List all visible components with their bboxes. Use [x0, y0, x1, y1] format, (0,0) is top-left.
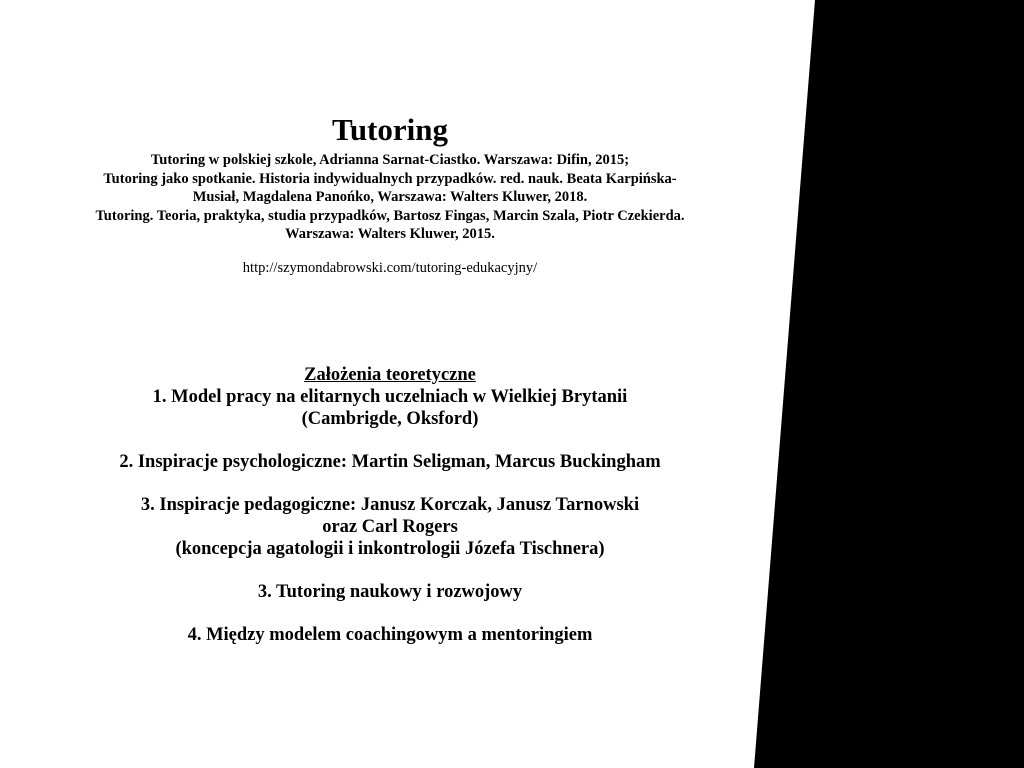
- assumption-line: 3. Tutoring naukowy i rozwojowy: [257, 582, 523, 602]
- slide-title: Tutoring: [331, 112, 448, 147]
- assumption-point: [60, 581, 720, 603]
- reference-line: Tutoring. Teoria, praktyka, studia przypadków, Bartosz Fingas, Marcin Szala, Piotr Czekierda.: [95, 207, 685, 224]
- assumptions-section: [60, 364, 720, 646]
- assumption-point: [60, 624, 720, 646]
- assumption-point: [60, 494, 720, 560]
- assumption-line: 1. Model pracy na elitarnych uczelniach w Wielkiej Brytanii: [152, 387, 628, 407]
- assumption-line: oraz Carl Rogers: [322, 517, 458, 537]
- references-list: [60, 151, 720, 244]
- assumption-line: (Cambrigde, Oksford): [301, 409, 479, 429]
- assumption-line: 2. Inspiracje psychologiczne: Martin Seligman, Marcus Buckingham: [119, 452, 661, 472]
- assumption-line: 4. Między modelem coachingowym a mentoringiem: [187, 625, 593, 645]
- assumption-point: [60, 451, 720, 473]
- assumption-point: [60, 386, 720, 430]
- reference-line: Warszawa: Walters Kluwer, 2015.: [285, 226, 495, 242]
- reference-line: Musiał, Magdalena Panońko, Warszawa: Walters Kluwer, 2018.: [192, 189, 588, 205]
- reference-line: Tutoring w polskiej szkole, Adrianna Sarnat-Ciastko. Warszawa: Difin, 2015;: [150, 152, 630, 168]
- assumptions-heading: Założenia teoretyczne: [304, 365, 476, 385]
- assumption-line: (koncepcja agatologii i inkontrologii Józefa Tischnera): [175, 539, 605, 559]
- source-link[interactable]: http://szymondabrowski.com/tutoring-edukacyjny/: [242, 260, 538, 276]
- assumption-line: 3. Inspiracje pedagogiczne: Janusz Korczak, Janusz Tarnowski: [140, 495, 640, 515]
- reference-line: Tutoring jako spotkanie. Historia indywidualnych przypadków. red. nauk. Beata Karpińska-: [103, 170, 677, 187]
